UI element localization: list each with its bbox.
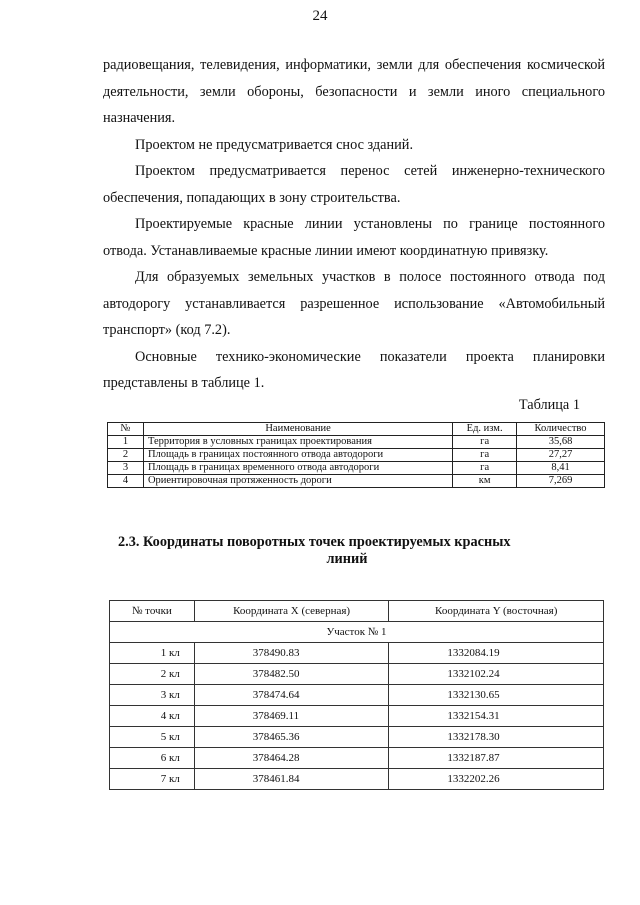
table-cell: 2 кл — [110, 664, 195, 685]
table-cell: 1 кл — [110, 643, 195, 664]
column-header: № — [108, 423, 144, 436]
table-row — [108, 462, 605, 475]
table-row — [110, 664, 604, 685]
table-cell: га — [453, 462, 517, 475]
table-cell: 378464.28 — [194, 748, 389, 769]
table-cell: 1332187.87 — [389, 748, 604, 769]
table-cell: 1332178.30 — [389, 727, 604, 748]
table-header-row — [110, 601, 604, 622]
table-row — [110, 706, 604, 727]
table-cell: 1332084.19 — [389, 643, 604, 664]
table-row — [108, 449, 605, 462]
table-cell: 378461.84 — [194, 769, 389, 790]
table-cell: 2 — [108, 449, 144, 462]
table-cell: 8,41 — [517, 462, 605, 475]
indicators-table — [107, 422, 605, 488]
table-row — [110, 643, 604, 664]
table-cell: 4 — [108, 475, 144, 488]
section-heading-line: 2.3. Координаты поворотных точек проектируемых красных — [118, 534, 511, 550]
table-row — [110, 685, 604, 706]
column-header: Наименование — [143, 423, 452, 436]
table-cell: 1332130.65 — [389, 685, 604, 706]
table-cell: 1332202.26 — [389, 769, 604, 790]
table-row — [108, 436, 605, 449]
table-cell: км — [453, 475, 517, 488]
paragraph: Проектом предусматривается перенос сетей инженерно-технического обеспечения, попадающих в зону строительства. — [103, 163, 605, 206]
table-cell: 378469.11 — [194, 706, 389, 727]
table-cell: 378482.50 — [194, 664, 389, 685]
table-cell: 3 — [108, 462, 144, 475]
section-heading-line: линий — [326, 551, 368, 567]
group-label: Участок № 1 — [110, 622, 604, 643]
section-heading — [118, 534, 548, 568]
table-row — [108, 475, 605, 488]
table-cell: 7,269 — [517, 475, 605, 488]
table-group-row — [110, 622, 604, 643]
paragraph: Для образуемых земельных участков в полосе постоянного отвода под автодорогу устанавливается разрешенное использование «Автомобильный транспорт» (код 7.2). — [103, 269, 605, 338]
paragraph: Проектируемые красные линии установлены по границе постоянного отвода. Устанавливаемые красные линии имеют координатную привязку. — [103, 216, 605, 259]
table-cell: Площадь в границах временного отвода автодороги — [143, 462, 452, 475]
table-caption: Таблица 1 — [518, 397, 580, 413]
column-header: № точки — [110, 601, 195, 622]
table-cell: 1332154.31 — [389, 706, 604, 727]
table-cell: 1 — [108, 436, 144, 449]
table-cell: 378490.83 — [194, 643, 389, 664]
table-row — [110, 727, 604, 748]
table-row — [110, 769, 604, 790]
column-header: Количество — [517, 423, 605, 436]
paragraph: радиовещания, телевидения, информатики, земли для обеспечения космической деятельности, земли обороны, безопасности и земли иного специального назначения. — [103, 57, 605, 126]
table-cell: 3 кл — [110, 685, 195, 706]
table-row — [110, 748, 604, 769]
table-cell: 4 кл — [110, 706, 195, 727]
page-number: 24 — [312, 8, 328, 24]
table-cell: 1332102.24 — [389, 664, 604, 685]
column-header: Ед. изм. — [453, 423, 517, 436]
table-cell: 27,27 — [517, 449, 605, 462]
paragraph: Проектом не предусматривается снос зданий. — [135, 136, 414, 153]
table-cell: га — [453, 449, 517, 462]
table-cell: 7 кл — [110, 769, 195, 790]
body-text — [103, 52, 605, 397]
column-header: Координата X (северная) — [194, 601, 389, 622]
table-header-row — [108, 423, 605, 436]
table-cell: 5 кл — [110, 727, 195, 748]
table-cell: Ориентировочная протяженность дороги — [143, 475, 452, 488]
table-cell: 6 кл — [110, 748, 195, 769]
table-cell: Площадь в границах постоянного отвода автодороги — [143, 449, 452, 462]
table-cell: га — [453, 436, 517, 449]
column-header: Координата Y (восточная) — [389, 601, 604, 622]
paragraph: Основные технико-экономические показатели проекта планировки представлены в таблице 1. — [103, 348, 605, 391]
table-cell: 35,68 — [517, 436, 605, 449]
coordinates-table — [109, 600, 604, 790]
table-cell: 378465.36 — [194, 727, 389, 748]
table-cell: Территория в условных границах проектирования — [143, 436, 452, 449]
table-cell: 378474.64 — [194, 685, 389, 706]
